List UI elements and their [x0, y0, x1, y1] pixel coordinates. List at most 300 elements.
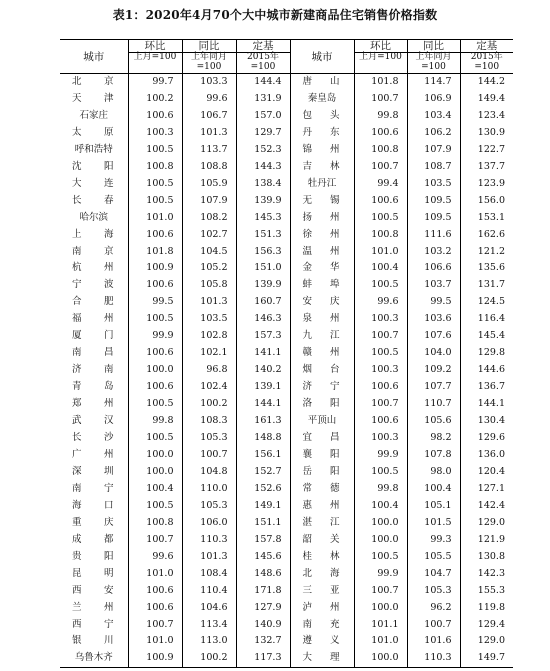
- right-yoy-cell: 107.8: [407, 447, 460, 464]
- table-row: [60, 125, 513, 142]
- right-city-cell: 徐 州: [290, 227, 354, 244]
- right-mom-cell: 100.5: [354, 277, 407, 294]
- right-city-cell: 宜 昌: [290, 430, 354, 447]
- left-yoy-cell: 105.8: [182, 277, 236, 294]
- right-yoy-cell: 114.7: [407, 74, 460, 91]
- right-base-cell: 123.4: [460, 108, 513, 125]
- table-row: [60, 549, 513, 566]
- right-base-cell: 153.1: [460, 210, 513, 227]
- right-city-cell: 蚌 埠: [290, 277, 354, 294]
- left-yoy-cell: 104.6: [182, 600, 236, 617]
- header-row: [60, 40, 513, 53]
- right-mom-cell: 99.8: [354, 481, 407, 498]
- right-city-cell: 唐 山: [290, 74, 354, 91]
- right-base-cell: 136.0: [460, 447, 513, 464]
- table-row: [60, 227, 513, 244]
- left-base-cell: 152.7: [236, 464, 290, 481]
- left-mom-cell: 100.2: [128, 91, 182, 108]
- left-yoy-cell: 101.3: [182, 125, 236, 142]
- right-city-cell: 温 州: [290, 244, 354, 261]
- right-city-cell: 平顶山: [290, 413, 354, 430]
- right-yoy-cell: 105.3: [407, 583, 460, 600]
- table-row: [60, 583, 513, 600]
- left-mom-cell: 100.5: [128, 142, 182, 159]
- left-yoy-cell: 101.3: [182, 549, 236, 566]
- left-yoy-cell: 105.3: [182, 430, 236, 447]
- right-mom-cell: 100.7: [354, 159, 407, 176]
- table-row: [60, 260, 513, 277]
- table-row: [60, 532, 513, 549]
- left-base-cell: 129.7: [236, 125, 290, 142]
- left-base-cell: 139.1: [236, 379, 290, 396]
- right-yoy-cell: 103.5: [407, 176, 460, 193]
- left-base-cell: 117.3: [236, 650, 290, 667]
- table-row: [60, 91, 513, 108]
- right-yoy-cell: 106.2: [407, 125, 460, 142]
- left-mom-cell: 100.8: [128, 159, 182, 176]
- left-yoy-cell: 101.3: [182, 294, 236, 311]
- right-mom-cell: 100.3: [354, 311, 407, 328]
- right-base-cell: 137.7: [460, 159, 513, 176]
- left-yoy-cell: 105.2: [182, 260, 236, 277]
- left-mom-cell: 99.8: [128, 413, 182, 430]
- right-mom-cell: 100.4: [354, 498, 407, 515]
- table-title: 表1：2020年4月70个大中城市新建商品住宅销售价格指数: [112, 8, 438, 22]
- right-city-cell: 扬 州: [290, 210, 354, 227]
- left-city-cell: 合 肥: [72, 296, 114, 308]
- left-base-cell: 146.3: [236, 311, 290, 328]
- right-mom-cell: 99.6: [354, 294, 407, 311]
- left-city-cell: 成 都: [72, 533, 114, 545]
- right-base-cell: 135.6: [460, 260, 513, 277]
- right-city-cell: 桂 林: [290, 549, 354, 566]
- left-base-cell: 145.3: [236, 210, 290, 227]
- left-base-cell: 157.0: [236, 108, 290, 125]
- left-mom-cell: 100.5: [128, 193, 182, 210]
- right-mom-cell: 100.7: [354, 583, 407, 600]
- right-mom-cell: 101.1: [354, 617, 407, 634]
- table-row: [60, 464, 513, 481]
- table-row: [60, 633, 513, 650]
- left-city-cell: 南 京: [72, 245, 114, 257]
- left-yoy-cell: 102.7: [182, 227, 236, 244]
- right-base-cell: 129.8: [460, 345, 513, 362]
- right-base-cell: 119.8: [460, 600, 513, 617]
- header-yoy: 同比: [182, 40, 236, 53]
- table-row: [60, 498, 513, 515]
- right-base-cell: 130.4: [460, 413, 513, 430]
- left-city-cell: 济 南: [72, 364, 114, 376]
- right-yoy-cell: 103.4: [407, 108, 460, 125]
- right-mom-cell: 100.8: [354, 227, 407, 244]
- left-base-cell: 171.8: [236, 583, 290, 600]
- subheader-base: 2015年=100: [236, 53, 290, 74]
- right-city-cell: 牡丹江: [290, 176, 354, 193]
- right-city-cell: 三 亚: [290, 583, 354, 600]
- right-mom-cell: 100.0: [354, 650, 407, 667]
- right-city-cell: 北 海: [290, 566, 354, 583]
- right-city-cell: 洛 阳: [290, 396, 354, 413]
- left-mom-cell: 100.3: [128, 125, 182, 142]
- right-mom-cell: 100.8: [354, 142, 407, 159]
- right-city-cell: 遵 义: [290, 633, 354, 650]
- right-city-cell: 泸 州: [290, 600, 354, 617]
- left-base-cell: 156.3: [236, 244, 290, 261]
- right-yoy-cell: 106.6: [407, 260, 460, 277]
- left-yoy-cell: 103.3: [182, 74, 236, 91]
- left-mom-cell: 100.9: [128, 650, 182, 667]
- left-city-cell: 杭 州: [72, 262, 114, 274]
- left-base-cell: 148.8: [236, 430, 290, 447]
- left-yoy-cell: 105.3: [182, 498, 236, 515]
- right-mom-cell: 100.3: [354, 362, 407, 379]
- left-mom-cell: 101.8: [128, 244, 182, 261]
- right-base-cell: 121.9: [460, 532, 513, 549]
- right-mom-cell: 100.7: [354, 91, 407, 108]
- header-city: 城市: [83, 51, 105, 63]
- right-yoy-cell: 107.6: [407, 328, 460, 345]
- left-yoy-cell: 113.0: [182, 633, 236, 650]
- left-mom-cell: 99.7: [128, 74, 182, 91]
- left-city-cell: 武 汉: [72, 415, 114, 427]
- right-mom-cell: 100.6: [354, 193, 407, 210]
- table-row: [60, 566, 513, 583]
- left-mom-cell: 100.5: [128, 430, 182, 447]
- left-city-cell: 乌鲁木齐: [60, 650, 128, 667]
- subheader-yoy: 上年同月=100: [182, 53, 236, 74]
- left-city-cell: 太 原: [72, 126, 114, 138]
- header-yoy: 同比: [407, 40, 460, 53]
- right-yoy-cell: 107.7: [407, 379, 460, 396]
- left-base-cell: 144.4: [236, 74, 290, 91]
- right-mom-cell: 99.8: [354, 108, 407, 125]
- right-base-cell: 122.7: [460, 142, 513, 159]
- right-mom-cell: 101.8: [354, 74, 407, 91]
- right-yoy-cell: 105.5: [407, 549, 460, 566]
- table-row: [60, 481, 513, 498]
- left-mom-cell: 100.5: [128, 311, 182, 328]
- right-mom-cell: 100.7: [354, 328, 407, 345]
- right-yoy-cell: 107.9: [407, 142, 460, 159]
- right-base-cell: 144.2: [460, 74, 513, 91]
- left-city-cell: 青 岛: [72, 381, 114, 393]
- left-yoy-cell: 100.2: [182, 396, 236, 413]
- right-yoy-cell: 98.2: [407, 430, 460, 447]
- right-city-cell: 湛 江: [290, 515, 354, 532]
- left-city-cell: 宁 波: [72, 279, 114, 291]
- right-base-cell: 116.4: [460, 311, 513, 328]
- left-mom-cell: 101.0: [128, 566, 182, 583]
- header-base: 定基: [460, 40, 513, 53]
- left-mom-cell: 100.6: [128, 108, 182, 125]
- right-base-cell: 162.6: [460, 227, 513, 244]
- right-base-cell: 124.5: [460, 294, 513, 311]
- left-mom-cell: 100.4: [128, 481, 182, 498]
- left-mom-cell: 100.5: [128, 498, 182, 515]
- left-yoy-cell: 110.4: [182, 583, 236, 600]
- left-mom-cell: 100.6: [128, 583, 182, 600]
- right-city-cell: 无 锡: [290, 193, 354, 210]
- left-mom-cell: 100.6: [128, 379, 182, 396]
- left-city-cell: 郑 州: [72, 398, 114, 410]
- left-city-cell: 石家庄: [79, 109, 108, 121]
- table-body: [60, 74, 513, 668]
- left-yoy-cell: 108.3: [182, 413, 236, 430]
- left-mom-cell: 100.6: [128, 345, 182, 362]
- right-base-cell: 145.4: [460, 328, 513, 345]
- left-city-cell: 兰 州: [72, 601, 114, 613]
- right-city-cell: 包 头: [290, 108, 354, 125]
- left-yoy-cell: 102.1: [182, 345, 236, 362]
- right-yoy-cell: 98.0: [407, 464, 460, 481]
- left-base-cell: 157.3: [236, 328, 290, 345]
- right-city-cell: 惠 州: [290, 498, 354, 515]
- left-yoy-cell: 105.9: [182, 176, 236, 193]
- right-mom-cell: 100.0: [354, 600, 407, 617]
- left-city-cell: 呼和浩特: [74, 143, 113, 155]
- table-row: [60, 617, 513, 634]
- table-row: [60, 362, 513, 379]
- right-mom-cell: 99.4: [354, 176, 407, 193]
- left-mom-cell: 100.0: [128, 362, 182, 379]
- table-row: [60, 413, 513, 430]
- left-yoy-cell: 103.5: [182, 311, 236, 328]
- table-row: [60, 176, 513, 193]
- table-row: [60, 294, 513, 311]
- left-mom-cell: 100.5: [128, 176, 182, 193]
- right-mom-cell: 100.6: [354, 413, 407, 430]
- right-city-cell: 韶 关: [290, 532, 354, 549]
- right-city-cell: 大 理: [290, 650, 354, 667]
- right-base-cell: 156.0: [460, 193, 513, 210]
- table-row: [60, 210, 513, 227]
- left-city-cell: 深 圳: [72, 465, 114, 477]
- table-row: [60, 328, 513, 345]
- right-yoy-cell: 109.5: [407, 193, 460, 210]
- table-row: [60, 447, 513, 464]
- right-city-cell: 秦皇岛: [290, 91, 354, 108]
- left-city-cell: 沈 阳: [72, 160, 114, 172]
- left-mom-cell: 100.7: [128, 617, 182, 634]
- right-base-cell: 129.0: [460, 515, 513, 532]
- table-row: [60, 311, 513, 328]
- right-yoy-cell: 103.2: [407, 244, 460, 261]
- left-yoy-cell: 108.8: [182, 159, 236, 176]
- left-base-cell: 156.1: [236, 447, 290, 464]
- left-base-cell: 139.9: [236, 193, 290, 210]
- table-row: [60, 142, 513, 159]
- right-base-cell: 149.4: [460, 91, 513, 108]
- left-mom-cell: 100.0: [128, 447, 182, 464]
- left-base-cell: 140.9: [236, 617, 290, 634]
- header-city: 城市: [290, 40, 354, 74]
- right-mom-cell: 101.0: [354, 244, 407, 261]
- left-city-cell: 南 宁: [72, 482, 114, 494]
- right-yoy-cell: 105.6: [407, 413, 460, 430]
- right-base-cell: 142.4: [460, 498, 513, 515]
- right-city-cell: 丹 东: [290, 125, 354, 142]
- table-row: [60, 108, 513, 125]
- right-mom-cell: 99.9: [354, 447, 407, 464]
- header-base: 定基: [236, 40, 290, 53]
- left-base-cell: 131.9: [236, 91, 290, 108]
- header-mom: 环比: [128, 40, 182, 53]
- left-base-cell: 127.9: [236, 600, 290, 617]
- right-yoy-cell: 104.7: [407, 566, 460, 583]
- right-yoy-cell: 101.5: [407, 515, 460, 532]
- table-row: [60, 193, 513, 210]
- left-city-cell: 大 连: [72, 177, 114, 189]
- subheader-mom: 上月=100: [128, 53, 182, 74]
- right-mom-cell: 100.5: [354, 210, 407, 227]
- table-row: [60, 159, 513, 176]
- table-row: [60, 277, 513, 294]
- table-row: [60, 650, 513, 667]
- right-yoy-cell: 100.4: [407, 481, 460, 498]
- right-yoy-cell: 109.2: [407, 362, 460, 379]
- left-yoy-cell: 110.3: [182, 532, 236, 549]
- table-row: [60, 379, 513, 396]
- right-base-cell: 142.3: [460, 566, 513, 583]
- subheader-row: [60, 53, 513, 74]
- left-yoy-cell: 113.4: [182, 617, 236, 634]
- right-yoy-cell: 111.6: [407, 227, 460, 244]
- right-base-cell: 120.4: [460, 464, 513, 481]
- right-yoy-cell: 99.5: [407, 294, 460, 311]
- subheader-mom: 上月=100: [354, 53, 407, 74]
- right-city-cell: 锦 州: [290, 142, 354, 159]
- left-city-cell: 长 沙: [72, 432, 114, 444]
- right-city-cell: 泉 州: [290, 311, 354, 328]
- right-yoy-cell: 101.6: [407, 633, 460, 650]
- left-mom-cell: 100.6: [128, 600, 182, 617]
- left-base-cell: 160.7: [236, 294, 290, 311]
- left-base-cell: 151.3: [236, 227, 290, 244]
- left-mom-cell: 99.9: [128, 328, 182, 345]
- left-yoy-cell: 108.4: [182, 566, 236, 583]
- right-mom-cell: 101.0: [354, 633, 407, 650]
- left-yoy-cell: 99.6: [182, 91, 236, 108]
- left-yoy-cell: 107.9: [182, 193, 236, 210]
- left-yoy-cell: 104.8: [182, 464, 236, 481]
- left-base-cell: 151.1: [236, 515, 290, 532]
- table-row: [60, 600, 513, 617]
- table-row: [60, 396, 513, 413]
- left-yoy-cell: 100.2: [182, 650, 236, 667]
- right-mom-cell: 99.9: [354, 566, 407, 583]
- right-yoy-cell: 100.7: [407, 617, 460, 634]
- right-mom-cell: 100.5: [354, 549, 407, 566]
- left-base-cell: 152.6: [236, 481, 290, 498]
- right-mom-cell: 100.0: [354, 532, 407, 549]
- left-mom-cell: 100.0: [128, 464, 182, 481]
- header-mom: 环比: [354, 40, 407, 53]
- left-yoy-cell: 106.0: [182, 515, 236, 532]
- right-base-cell: 149.7: [460, 650, 513, 667]
- right-yoy-cell: 106.9: [407, 91, 460, 108]
- left-yoy-cell: 113.7: [182, 142, 236, 159]
- right-base-cell: 127.1: [460, 481, 513, 498]
- right-yoy-cell: 96.2: [407, 600, 460, 617]
- left-city-cell: 福 州: [72, 313, 114, 325]
- left-city-cell: 哈尔滨: [79, 211, 108, 223]
- left-base-cell: 151.0: [236, 260, 290, 277]
- left-yoy-cell: 102.4: [182, 379, 236, 396]
- right-city-cell: 九 江: [290, 328, 354, 345]
- right-base-cell: 131.7: [460, 277, 513, 294]
- right-mom-cell: 100.3: [354, 430, 407, 447]
- left-mom-cell: 99.6: [128, 549, 182, 566]
- right-mom-cell: 100.7: [354, 396, 407, 413]
- right-yoy-cell: 99.3: [407, 532, 460, 549]
- left-base-cell: 141.1: [236, 345, 290, 362]
- right-yoy-cell: 108.7: [407, 159, 460, 176]
- right-city-cell: 南 充: [290, 617, 354, 634]
- right-base-cell: 130.8: [460, 549, 513, 566]
- left-mom-cell: 100.6: [128, 227, 182, 244]
- left-mom-cell: 100.9: [128, 260, 182, 277]
- subheader-yoy: 上年同月=100: [407, 53, 460, 74]
- right-base-cell: 155.3: [460, 583, 513, 600]
- left-city-cell: 上 海: [72, 228, 114, 240]
- price-index-table: [60, 39, 513, 668]
- left-mom-cell: 100.7: [128, 532, 182, 549]
- left-base-cell: 144.3: [236, 159, 290, 176]
- table-row: [60, 74, 513, 91]
- left-base-cell: 161.3: [236, 413, 290, 430]
- right-city-cell: 烟 台: [290, 362, 354, 379]
- right-base-cell: 129.0: [460, 633, 513, 650]
- subheader-base: 2015年=100: [460, 53, 513, 74]
- left-city-cell: 昆 明: [72, 567, 114, 579]
- left-mom-cell: 101.0: [128, 210, 182, 227]
- right-city-cell: 吉 林: [290, 159, 354, 176]
- left-base-cell: 157.8: [236, 532, 290, 549]
- right-city-cell: 常 德: [290, 481, 354, 498]
- left-yoy-cell: 108.2: [182, 210, 236, 227]
- table-row: [60, 430, 513, 447]
- left-city-cell: 南 昌: [72, 347, 114, 359]
- table-row: [60, 345, 513, 362]
- left-base-cell: 144.1: [236, 396, 290, 413]
- right-mom-cell: 100.5: [354, 345, 407, 362]
- left-base-cell: 139.9: [236, 277, 290, 294]
- right-mom-cell: 100.6: [354, 379, 407, 396]
- left-mom-cell: 99.5: [128, 294, 182, 311]
- left-base-cell: 152.3: [236, 142, 290, 159]
- left-base-cell: 145.6: [236, 549, 290, 566]
- right-yoy-cell: 110.7: [407, 396, 460, 413]
- left-yoy-cell: 102.8: [182, 328, 236, 345]
- right-mom-cell: 100.6: [354, 125, 407, 142]
- left-city-cell: 重 庆: [72, 516, 114, 528]
- right-city-cell: 岳 阳: [290, 464, 354, 481]
- left-city-cell: 北 京: [72, 76, 114, 87]
- left-yoy-cell: 106.7: [182, 108, 236, 125]
- left-base-cell: 138.4: [236, 176, 290, 193]
- right-base-cell: 129.4: [460, 617, 513, 634]
- left-city-cell: 西 安: [72, 584, 114, 596]
- left-city-cell: 厦 门: [72, 330, 114, 342]
- left-mom-cell: 100.6: [128, 277, 182, 294]
- left-yoy-cell: 96.8: [182, 362, 236, 379]
- left-yoy-cell: 104.5: [182, 244, 236, 261]
- right-base-cell: 129.6: [460, 430, 513, 447]
- right-base-cell: 121.2: [460, 244, 513, 261]
- right-city-cell: 安 庆: [290, 294, 354, 311]
- right-mom-cell: 100.4: [354, 260, 407, 277]
- right-city-cell: 襄 阳: [290, 447, 354, 464]
